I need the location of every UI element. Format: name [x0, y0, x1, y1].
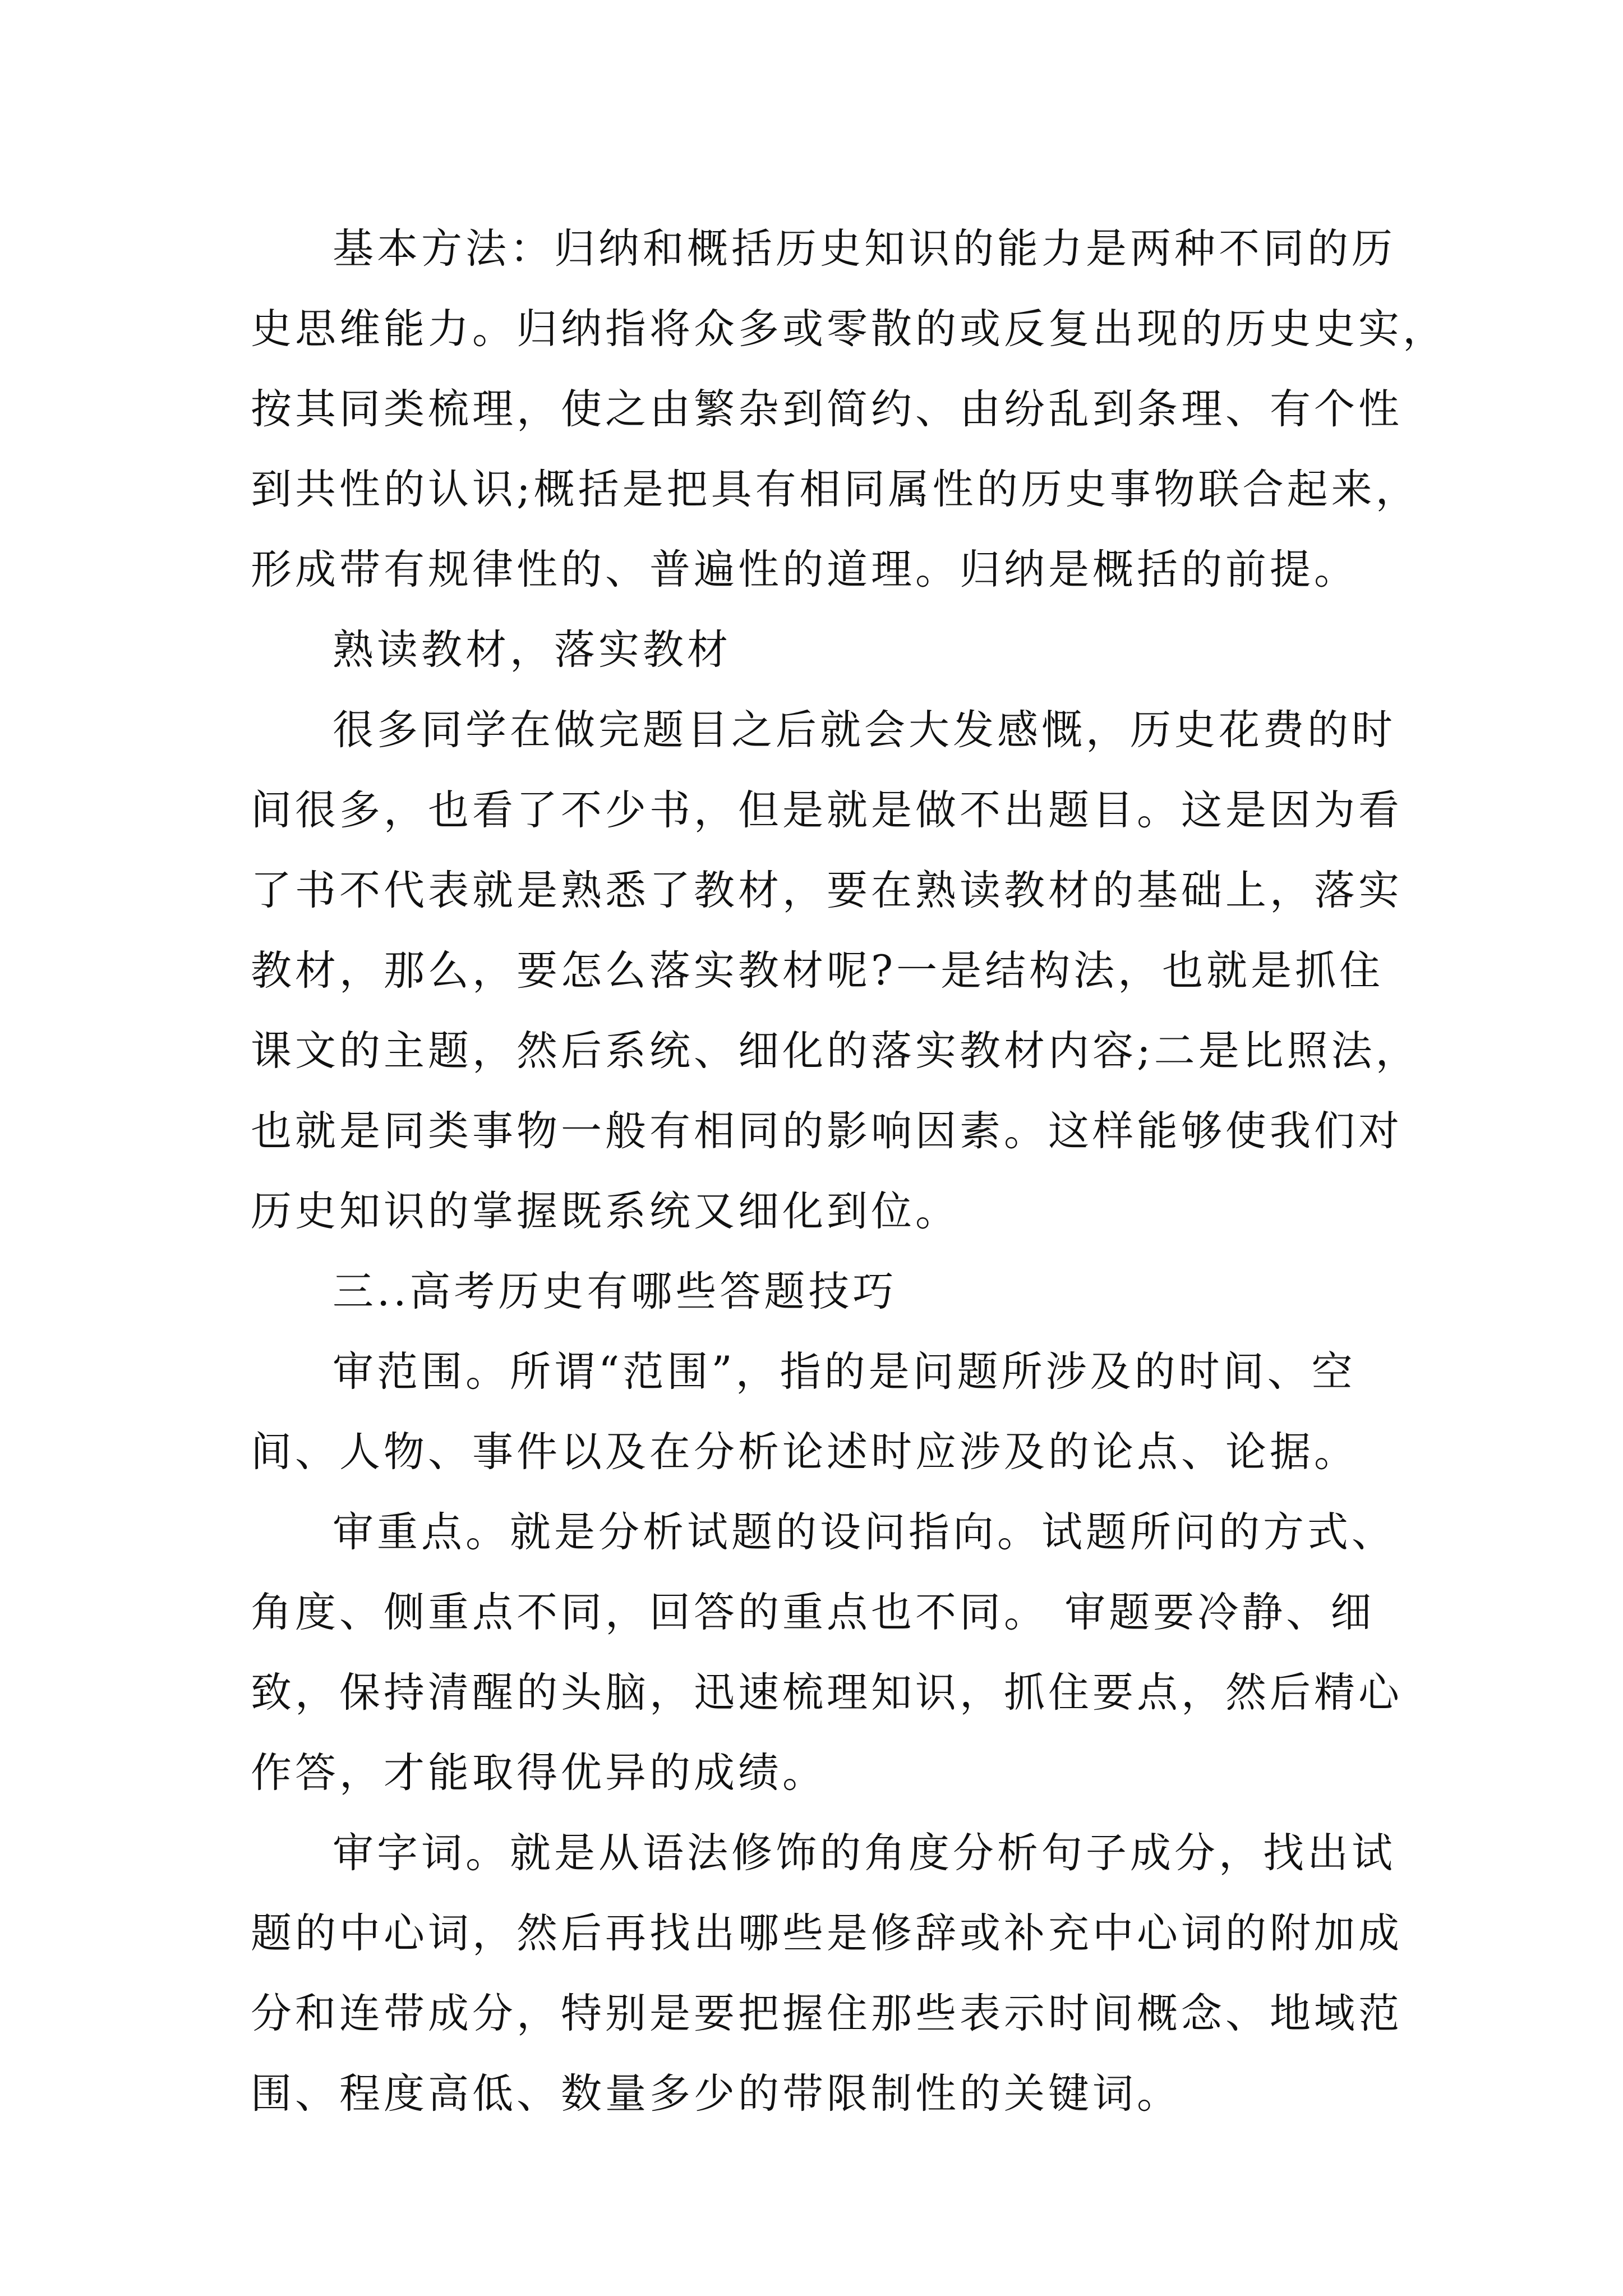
text-line: 分和连带成分，特别是要把握住那些表示时间概念、地域范: [251, 1990, 1403, 2037]
heading-read-textbook: [251, 610, 1398, 690]
text-line: 致，保持清醒的头脑，迅速梳理知识，抓住要点，然后精心: [251, 1669, 1403, 1717]
text-line: 题的中心词，然后再找出哪些是修辞或补充中心词的附加成: [251, 1910, 1403, 1957]
text-line: 很多同学在做完题目之后就会大发感慨，历史花费的时: [333, 706, 1396, 754]
text-line: 审字词。就是从语法修饰的角度分析句子成分，找出试: [333, 1829, 1396, 1877]
text-line: 到共性的认识;概括是把具有相同属性的历史事物联合起来，: [251, 466, 1420, 513]
paragraph-read-textbook: [251, 690, 1420, 1251]
text-line: 了书不代表就是熟悉了教材，要在熟读教材的基础上，落实: [251, 867, 1403, 914]
text-line: 基本方法：归纳和概括历史知识的能力是两种不同的历: [333, 225, 1396, 273]
text-line: 审重点。就是分析试题的设问指向。试题所问的方式、: [333, 1508, 1396, 1556]
text-line: 史思维能力。归纳指将众多或零散的或反复出现的历史史实，: [251, 305, 1447, 353]
paragraph-basic-method: [251, 209, 1447, 610]
text-line: 按其同类梳理，使之由繁杂到简约、由纷乱到条理、有个性: [251, 385, 1403, 433]
text-line: 历史知识的掌握既系统又细化到位。: [251, 1188, 960, 1235]
paragraph-words: [251, 1813, 1403, 2134]
text-line: 围、程度高低、数量多少的带限制性的关键词。: [251, 2070, 1181, 2118]
paragraph-focus: [251, 1492, 1403, 1813]
text-line: 教材，那么，要怎么落实教材呢?一是结构法，也就是抓住: [251, 947, 1384, 995]
heading-section-three: [251, 1251, 1398, 1332]
text-line: 审范围。所谓“范围”，指的是问题所涉及的时间、空: [333, 1348, 1356, 1396]
text-line: 形成带有规律性的、普遍性的道理。归纳是概括的前提。: [251, 546, 1358, 593]
paragraph-scope: [251, 1332, 1398, 1492]
text-line: 作答，才能取得优异的成绩。: [251, 1749, 827, 1797]
section-heading: 三..高考历史有哪些答题技巧: [333, 1268, 897, 1315]
text-line: 间、人物、事件以及在分析论述时应涉及的论点、论据。: [251, 1428, 1358, 1476]
section-heading: 熟读教材，落实教材: [333, 626, 731, 674]
text-line: 课文的主题，然后系统、细化的落实教材内容;二是比照法，: [251, 1027, 1420, 1075]
text-line: 间很多，也看了不少书，但是就是做不出题目。这是因为看: [251, 786, 1403, 834]
text-line: 角度、侧重点不同，回答的重点也不同。 审题要冷静、细: [251, 1589, 1375, 1636]
document-body: [251, 209, 1447, 2134]
text-line: 也就是同类事物一般有相同的影响因素。这样能够使我们对: [251, 1107, 1403, 1155]
